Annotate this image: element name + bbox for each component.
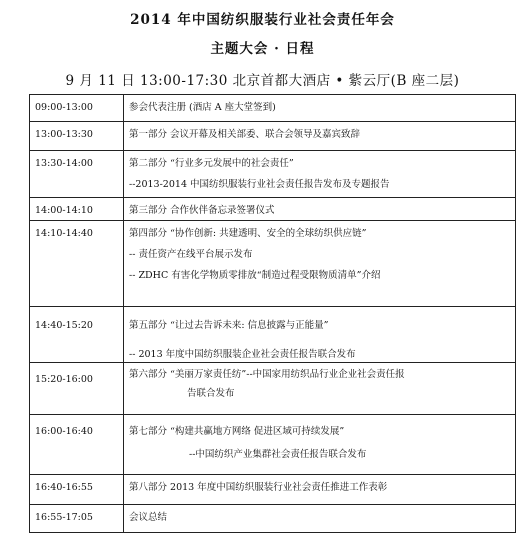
agenda-cell [124,363,516,415]
agenda-cell [124,95,516,122]
time-cell: 13:00-13:30 [30,122,124,151]
time-cell: 16:00-16:40 [30,415,124,475]
time-cell: 15:20-16:00 [30,363,124,415]
table-row [30,122,516,151]
time-cell: 14:10-14:40 [30,221,124,307]
agenda-cell [124,475,516,505]
table-row [30,475,516,505]
agenda-line: 第七部分 “构建共赢地方网络 促进区域可持续发展” [129,426,345,437]
time-cell: 14:00-14:10 [30,198,124,221]
page-title: 2014 年中国纺织服装行业社会责任年会 [130,12,395,28]
agenda-line: 第五部分 “让过去告诉未来: 信息披露与正能量” [129,320,329,331]
agenda-line: 会议总结 [129,512,168,523]
time-cell: 14:40-15:20 [30,307,124,363]
agenda-line: 参会代表注册 (酒店 A 座大堂签到) [129,102,276,113]
table-row [30,198,516,221]
agenda-line: 第三部分 合作伙伴备忘录签署仪式 [129,205,275,216]
agenda-cell [124,221,516,307]
table-row [30,505,516,533]
schedule-table [29,94,516,533]
table-row [30,151,516,198]
agenda-cell [124,505,516,533]
agenda-line: --中国纺织产业集群社会责任报告联合发布 [189,449,367,460]
time-cell: 16:55-17:05 [30,505,124,533]
agenda-line: 第二部分 “行业多元发展中的社会责任” [129,158,294,169]
time-cell: 16:40-16:55 [30,475,124,505]
agenda-line: 第六部分 “美丽万家责任纺”--中国家用纺织品行业企业社会责任报 [129,369,405,380]
agenda-line: -- ZDHC 有害化学物质零排放“制造过程受限物质清单”介绍 [129,270,381,281]
agenda-cell [124,307,516,363]
agenda-cell [124,198,516,221]
agenda-line: 告联合发布 [187,388,235,399]
time-cell: 13:30-14:00 [30,151,124,198]
table-row [30,415,516,475]
agenda-line: 第一部分 会议开幕及相关部委、联合会领导及嘉宾致辞 [129,129,361,140]
date-venue-line: 9 月 11 日 13:00-17:30 北京首都大酒店 • 紫云厅(B 座二层) [65,73,460,89]
agenda-line: 第四部分 “协作创新: 共建透明、安全的全球纺织供应链” [129,228,367,239]
table-row [30,363,516,415]
agenda-line: -- 责任资产在线平台展示发布 [129,249,253,260]
agenda-line: -- 2013 年度中国纺织服装企业社会责任报告联合发布 [129,349,356,360]
time-cell: 09:00-13:00 [30,95,124,122]
agenda-cell [124,415,516,475]
agenda-cell [124,122,516,151]
agenda-line: 第八部分 2013 年度中国纺织服装行业社会责任推进工作表彰 [129,482,388,493]
table-row [30,95,516,122]
agenda-cell [124,151,516,198]
table-row [30,307,516,363]
page-subtitle: 主题大会 · 日程 [210,41,315,57]
agenda-line: --2013-2014 中国纺织服装行业社会责任报告发布及专题报告 [129,179,390,190]
table-row [30,221,516,307]
